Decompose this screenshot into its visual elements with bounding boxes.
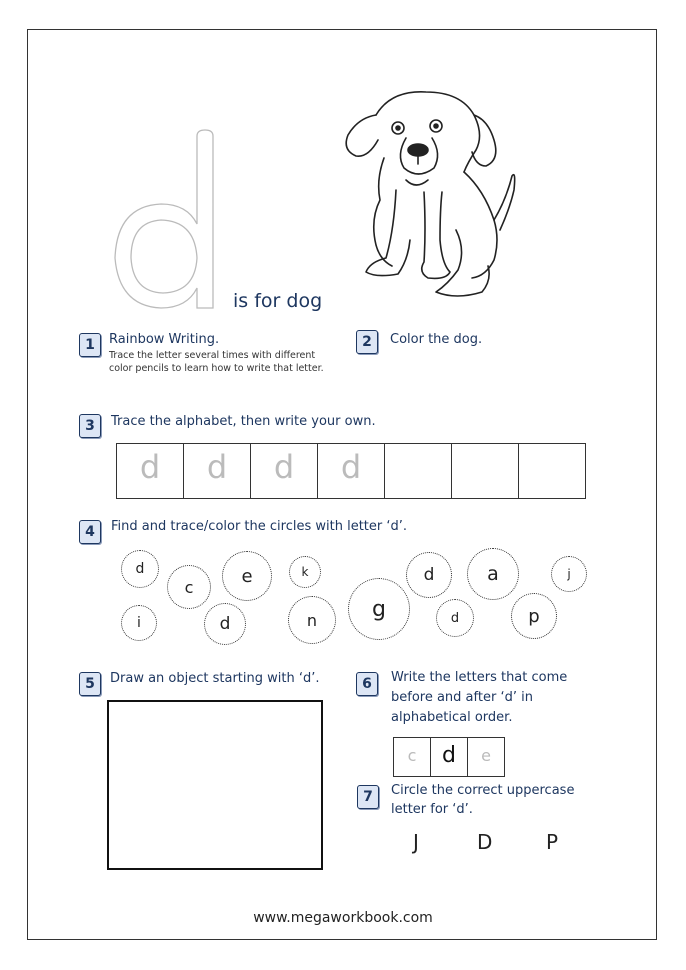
letter-circle[interactable]: g	[348, 578, 410, 640]
sequence-current: d	[430, 737, 468, 777]
task-7-badge: 7	[357, 785, 379, 809]
letter-circle[interactable]: k	[289, 556, 321, 588]
task-1-badge: 1	[79, 333, 101, 357]
task-6-badge: 6	[356, 672, 378, 696]
trace-letter: d	[340, 448, 362, 486]
letter-circle[interactable]: j	[551, 556, 587, 592]
task-2-title: Color the dog.	[390, 332, 483, 347]
trace-box-7[interactable]	[518, 443, 586, 499]
trace-box-4[interactable]	[317, 443, 385, 499]
task-3-title: Trace the alphabet, then write your own.	[111, 414, 376, 429]
letter-circle[interactable]: c	[167, 565, 211, 609]
caption-is-for-dog: is for dog	[233, 290, 323, 312]
trace-box-2[interactable]	[183, 443, 251, 499]
task-1-line2: color pencils to learn how to write that letter.	[109, 363, 324, 374]
outline-letter-d	[105, 128, 220, 313]
dog-illustration[interactable]	[336, 80, 526, 310]
task-6-line1: Write the letters that come	[391, 670, 568, 685]
sequence-before[interactable]: c	[393, 737, 431, 777]
trace-box-5[interactable]	[384, 443, 452, 499]
task-2-badge: 2	[356, 330, 378, 354]
letter-circle[interactable]: n	[288, 596, 336, 644]
trace-box-1[interactable]	[116, 443, 184, 499]
drawing-box[interactable]	[107, 700, 323, 870]
letter-circle[interactable]: a	[467, 548, 519, 600]
task-3-badge: 3	[79, 414, 101, 438]
trace-box-6[interactable]	[451, 443, 519, 499]
task-4-title: Find and trace/color the circles with letter ‘d’.	[111, 519, 408, 534]
trace-letter: d	[139, 448, 161, 486]
choice-d[interactable]: D	[477, 830, 493, 854]
trace-box-3[interactable]	[250, 443, 318, 499]
task-4-badge: 4	[79, 520, 101, 544]
task-5-title: Draw an object starting with ‘d’.	[110, 671, 320, 686]
task-7-line2: letter for ‘d’.	[391, 802, 473, 817]
letter-circle[interactable]: i	[121, 605, 157, 641]
task-1-line1: Trace the letter several times with different	[109, 350, 316, 361]
footer-url[interactable]: www.megaworkbook.com	[253, 910, 433, 926]
trace-letter: d	[206, 448, 228, 486]
task-6-line2: before and after ‘d’ in	[391, 690, 533, 705]
sequence-after[interactable]: e	[467, 737, 505, 777]
choice-p[interactable]: P	[546, 830, 559, 854]
letter-circle[interactable]: e	[222, 551, 272, 601]
letter-circle[interactable]: d	[121, 550, 159, 588]
letter-circle[interactable]: d	[406, 552, 452, 598]
task-1-title: Rainbow Writing.	[109, 332, 220, 347]
task-5-badge: 5	[79, 672, 101, 696]
letter-circle[interactable]: p	[511, 593, 557, 639]
letter-circle[interactable]: d	[436, 599, 474, 637]
letter-circle[interactable]: d	[204, 603, 246, 645]
task-7-line1: Circle the correct uppercase	[391, 783, 575, 798]
task-6-line3: alphabetical order.	[391, 710, 513, 725]
choice-j[interactable]: J	[413, 830, 419, 854]
trace-letter: d	[273, 448, 295, 486]
